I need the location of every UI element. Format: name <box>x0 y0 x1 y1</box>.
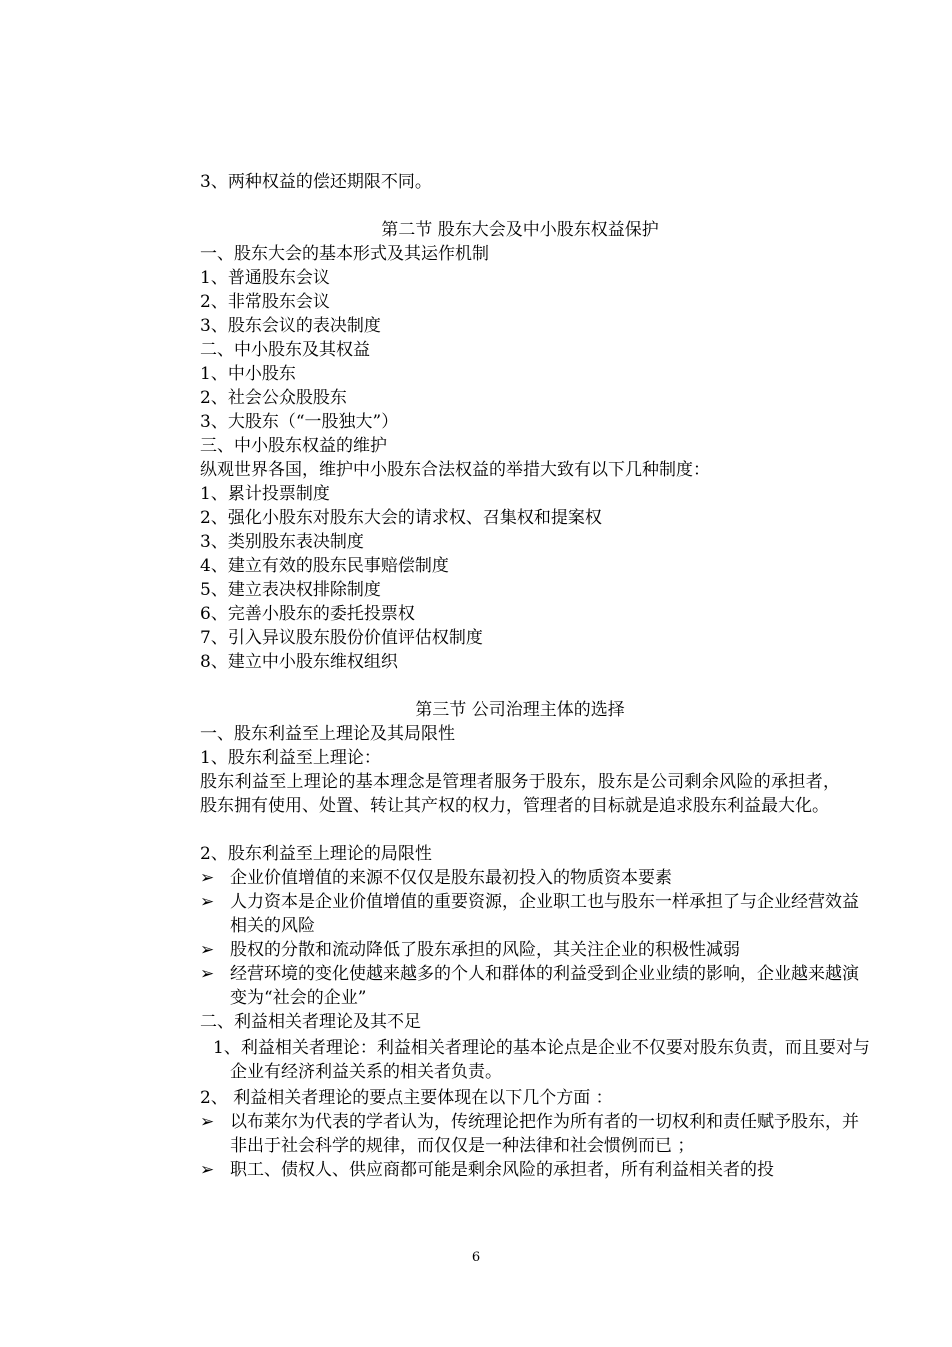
text-line: 6、完善小股东的委托投票权 <box>200 604 415 624</box>
bullet-arrow-icon: ➢ <box>200 868 215 888</box>
text-line: 1、普通股东会议 <box>200 268 330 288</box>
text-line: 1、股东利益至上理论： <box>200 748 381 768</box>
text-line: 纵观世界各国，维护中小股东合法权益的举措大致有以下几种制度： <box>200 460 710 480</box>
bullet-item: ➢ 职工、债权人、供应商都可能是剩余风险的承担者，所有利益相关者的投 <box>200 1160 774 1180</box>
paragraph: 1、利益相关者理论：利益相关者理论的基本论点是企业不仅要对股东负责，而且要对与企业有经济利益关系的相关者负责。 <box>213 1038 870 1082</box>
bullet-item: ➢ 人力资本是企业价值增值的重要资源，企业职工也与股东一样承担了与企业经营效益相关的风险 <box>200 892 859 936</box>
section-heading-2: 第二节 股东大会及中小股东权益保护 <box>381 220 659 240</box>
text-line: 2、强化小股东对股东大会的请求权、召集权和提案权 <box>200 508 602 528</box>
text-line: 1、累计投票制度 <box>200 484 330 504</box>
bullet-arrow-icon: ➢ <box>200 964 215 984</box>
text-line: 3、类别股东表决制度 <box>200 532 364 552</box>
bullet-item: ➢ 以布莱尔为代表的学者认为，传统理论把作为所有者的一切权利和责任赋予股东，并非出于社会科学的规律，而仅仅是一种法律和社会惯例而已 ； <box>200 1112 859 1156</box>
text-line: 4、建立有效的股东民事赔偿制度 <box>200 556 449 576</box>
bullet-item: ➢ 经营环境的变化使越来越多的个人和群体的利益受到企业业绩的影响，企业越来越演变为“社会的企业” <box>200 964 859 1008</box>
text-line: 7、引入异议股东股份价值评估权制度 <box>200 628 483 648</box>
text-line: 2、非常股东会议 <box>200 292 330 312</box>
bullet-arrow-icon: ➢ <box>200 1112 215 1132</box>
text-line: 8、建立中小股东维权组织 <box>200 652 398 672</box>
text-line: 2、社会公众股股东 <box>200 388 347 408</box>
text-line: 3、股东会议的表决制度 <box>200 316 381 336</box>
bullet-arrow-icon: ➢ <box>200 892 215 912</box>
text-line: 3、大股东（“一股独大”） <box>200 412 399 432</box>
text-line: 2、 利益相关者理论的要点主要体现在以下几个方面 ： <box>200 1088 613 1108</box>
text-line: 5、建立表决权排除制度 <box>200 580 381 600</box>
heading-line: 二、中小股东及其权益 <box>200 340 370 360</box>
section-heading-3: 第三节 公司治理主体的选择 <box>415 700 625 720</box>
bullet-item: ➢ 企业价值增值的来源不仅仅是股东最初投入的物质资本要素 <box>200 868 672 888</box>
heading-line: 一、股东大会的基本形式及其运作机制 <box>200 244 489 264</box>
paragraph: 股东利益至上理论的基本理念是管理者服务于股东，股东是公司剩余风险的承担者，股东拥有使用、处置、转让其产权的权力，管理者的目标就是追求股东利益最大化。 <box>200 772 840 816</box>
text-line: 1、中小股东 <box>200 364 296 384</box>
heading-line: 二、利益相关者理论及其不足 <box>200 1012 421 1032</box>
text-line: 3、两种权益的偿还期限不同。 <box>200 172 432 192</box>
heading-line: 一、股东利益至上理论及其局限性 <box>200 724 455 744</box>
page-number: 6 <box>471 1250 481 1265</box>
bullet-arrow-icon: ➢ <box>200 940 215 960</box>
heading-line: 三、中小股东权益的维护 <box>200 436 387 456</box>
bullet-arrow-icon: ➢ <box>200 1160 215 1180</box>
bullet-item: ➢ 股权的分散和流动降低了股东承担的风险，其关注企业的积极性减弱 <box>200 940 740 960</box>
text-line: 2、股东利益至上理论的局限性 <box>200 844 432 864</box>
